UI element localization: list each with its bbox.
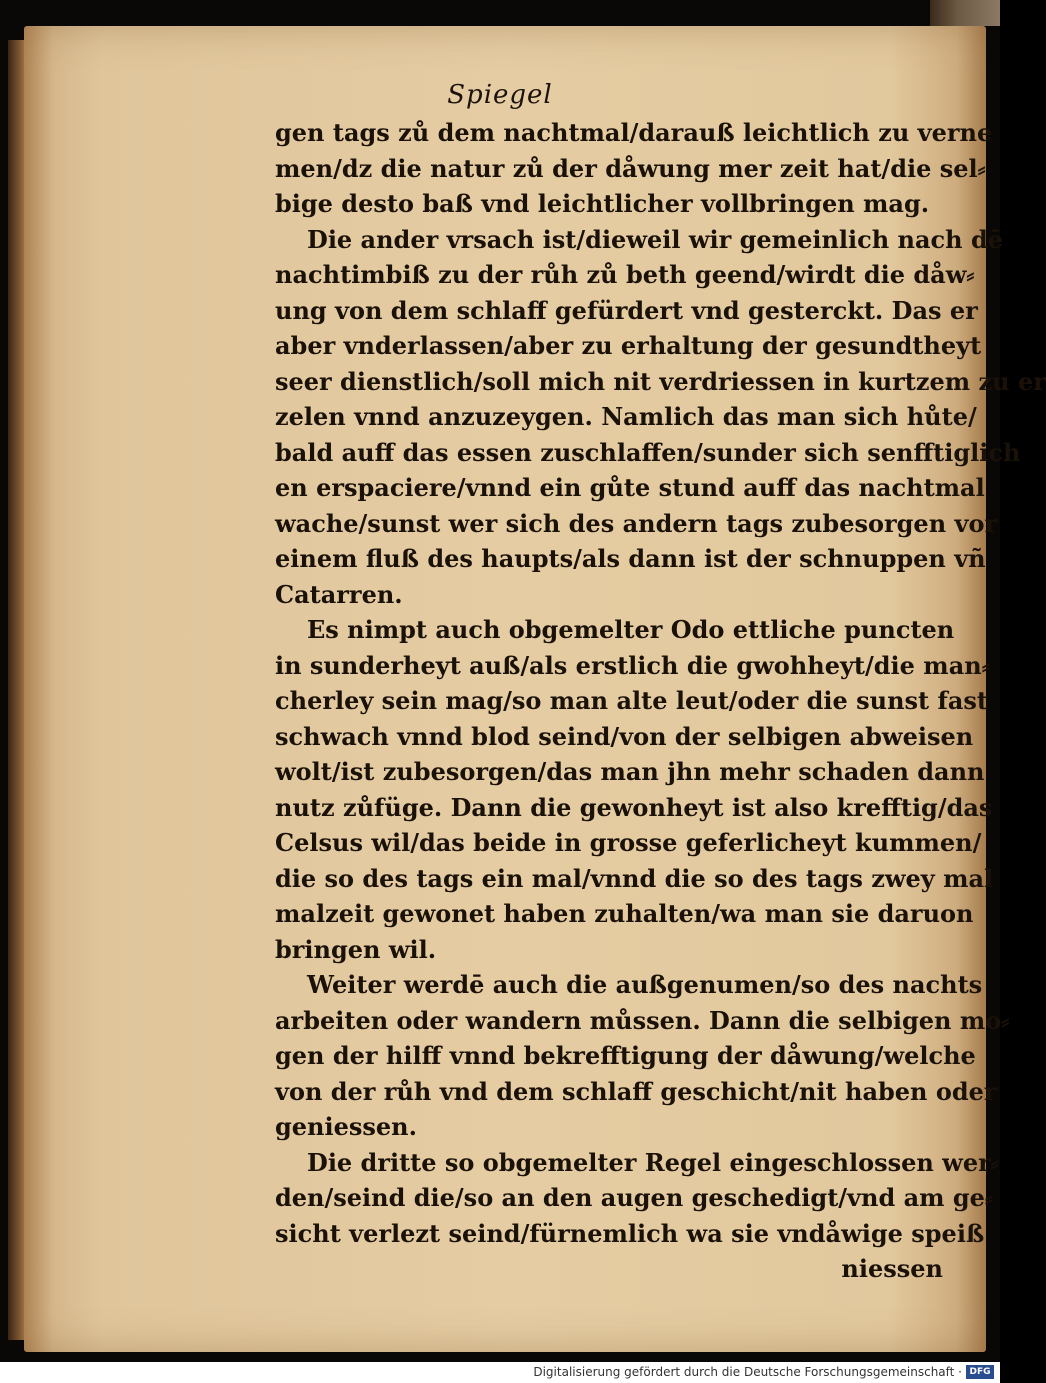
text-line: malzeit gewonet haben zuhalten/wa man sie daruon <box>275 899 974 928</box>
text-line: schwach vnnd blod seind/von der selbigen abweisen <box>275 721 974 751</box>
text-line: en erspaciere/vnnd ein gůte stund auff das nachtmal <box>275 473 985 502</box>
page-text-block <box>275 115 1046 1287</box>
text-line: wache/sunst wer sich des andern tags zubesorgen vor <box>275 508 998 538</box>
text-line: den/seind die/so an den augen geschedigt/vnd am ge⸗ <box>275 1183 993 1212</box>
text-line: bald auff das essen zuschlaffen/sunder sich senfftiglich <box>275 437 1021 467</box>
text-line: aber vnderlassen/aber zu erhaltung der gesundtheyt <box>275 331 982 360</box>
text-line: gen der hilff vnnd bekrefftigung der dåwung/welche <box>275 1041 976 1070</box>
footer-bar <box>0 1362 1000 1383</box>
text-line: bringen wil. <box>275 934 437 964</box>
text-line: men/dz die natur zů der dåwung mer zeit hat/die sel⸗ <box>275 153 986 183</box>
text-line: seer dienstlich/soll mich nit verdriessen in kurtzem zu er <box>275 366 1046 396</box>
text-line: arbeiten oder wandern můssen. Dann die selbigen mo⸗ <box>275 1005 1010 1035</box>
text-line: zelen vnnd anzuzeygen. Namlich das man sich hůte/ <box>275 402 977 431</box>
text-line: in sunderheyt auß/als erstlich die gwohheyt/die man⸗ <box>275 650 990 680</box>
text-line: von der růh vnd dem schlaff geschicht/nit haben oder <box>275 1076 997 1106</box>
text-line: bige desto baß vnd leichtlicher vollbringen mag. <box>275 189 930 218</box>
text-line: sicht verlezt seind/fürnemlich wa sie vndåwige speiß <box>275 1218 985 1248</box>
text-line: gen tags zů dem nachtmal/darauß leichtlich zu verne <box>275 118 993 147</box>
text-line: Celsus wil/das beide in grosse geferlicheyt kummen/ <box>275 828 982 857</box>
text-line: Die dritte so obgemelter Regel eingeschlossen wer⸗ <box>307 1147 999 1177</box>
text-line: Catarren. <box>275 579 403 609</box>
text-line: geniessen. <box>275 1112 417 1141</box>
text-line: nachtimbiß zu der růh zů beth geend/wirdt die dåw⸗ <box>275 260 975 289</box>
text-line: einem fluß des haupts/als dann ist der schnuppen vñ <box>275 544 986 573</box>
text-line: nutz zůfüge. Dann die gewonheyt ist also krefftig/das <box>275 792 993 822</box>
text-line: cherley sein mag/so man alte leut/oder die sunst fast <box>275 686 988 715</box>
footer-credit: Digitalisierung gefördert durch die Deutsche Forschungsgemeinschaft · <box>533 1365 962 1379</box>
text-line: Weiter werdē auch die außgenumen/so des nachts <box>307 970 983 999</box>
text-line: Die ander vrsach ist/dieweil wir gemeinlich nach dē <box>307 224 1004 254</box>
text-line: wolt/ist zubesorgen/das man jhn mehr schaden dann <box>275 757 985 786</box>
text-line: Es nimpt auch obgemelter Odo ettliche puncten <box>307 615 955 644</box>
corner-mark <box>930 0 1000 26</box>
text-line: ung von dem schlaff gefürdert vnd gesterckt. Das er <box>275 295 978 325</box>
dfg-logo: DFG <box>966 1365 994 1379</box>
running-header: Spiegel <box>447 80 553 110</box>
text-line: niessen <box>841 1254 943 1283</box>
text-line: die so des tags ein mal/vnnd die so des tags zwey mal <box>275 863 994 893</box>
